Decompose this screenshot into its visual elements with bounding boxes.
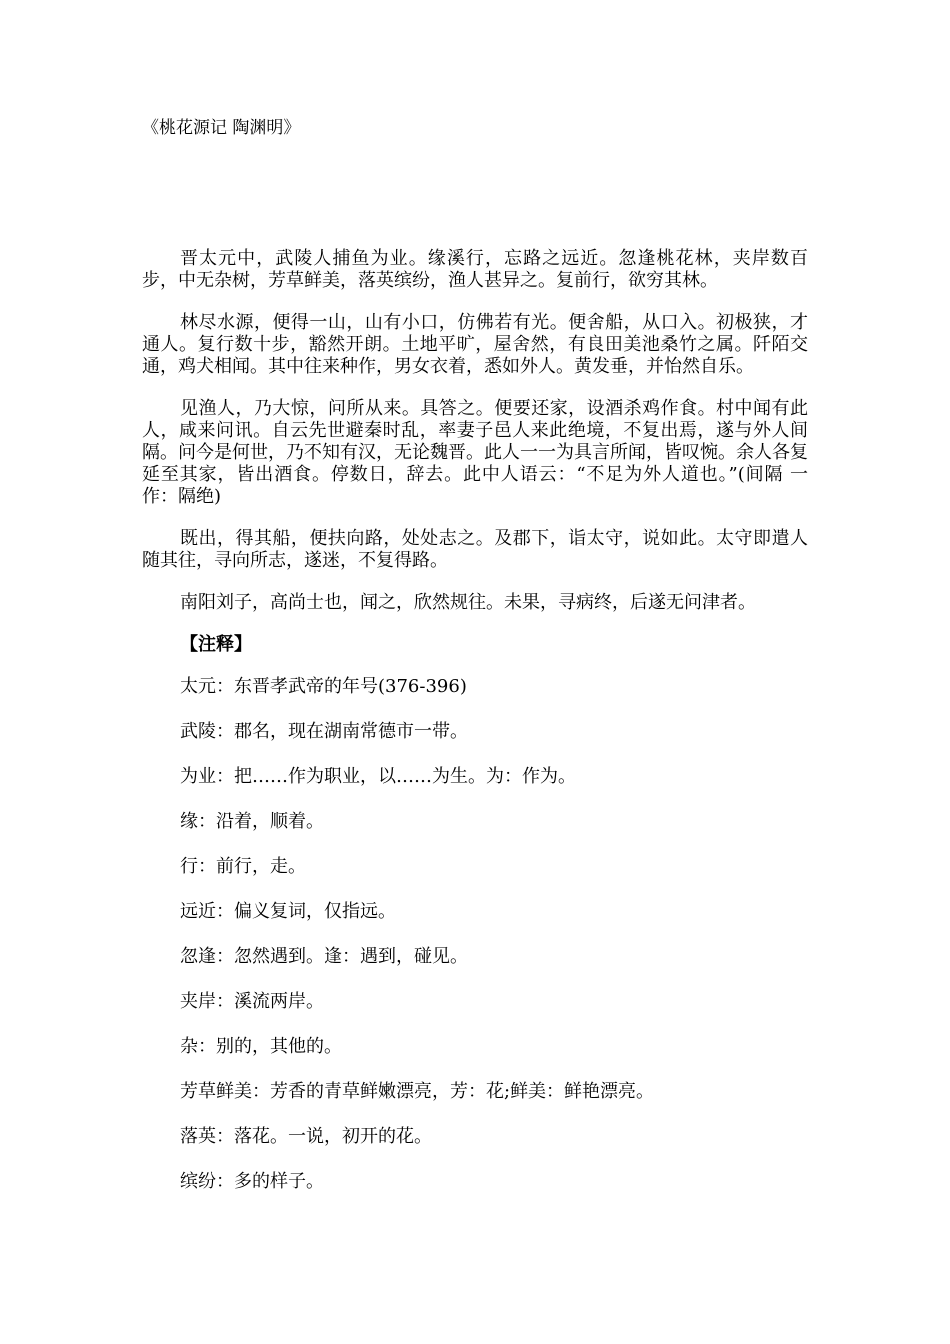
paragraph-4: 既出，得其船，便扶向路，处处志之。及郡下，诣太守，说如此。太守即遣人随其往，寻向所志，遂迷，不复得路。 [142, 528, 808, 571]
note-item: 缤纷：多的样子。 [180, 1171, 324, 1192]
paragraph-3: 见渔人，乃大惊，问所从来。具答之。便要还家，设酒杀鸡作食。村中闻有此人，咸来问讯。自云先世避秦时乱，率妻子邑人来此绝境，不复出焉，遂与外人间隔。问今是何世，乃不知有汉，无论魏晋。此人一一为具言所闻，皆叹惋。余人各复延至其家，皆出酒食。停数日，辞去。此中人语云：“不足为外人道也。”(间隔 一作：隔绝) [142, 398, 808, 507]
paragraph-5: 南阳刘子，高尚士也，闻之，欣然规往。未果，寻病终，后遂无问津者。 [180, 592, 756, 613]
paragraph-2: 林尽水源，便得一山，山有小口，仿佛若有光。便舍船，从口入。初极狭，才通人。复行数十步，豁然开朗。土地平旷，屋舍然，有良田美池桑竹之属。阡陌交通，鸡犬相闻。其中往来种作，男女衣着，悉如外人。黄发垂，并怡然自乐。 [142, 312, 808, 377]
note-item: 忽逢：忽然遇到。逢：遇到，碰见。 [180, 946, 468, 967]
note-item: 为业：把……作为职业，以……为生。为：作为。 [180, 766, 576, 787]
note-item: 远近：偏义复词，仅指远。 [180, 901, 396, 922]
notes-list [142, 676, 808, 1193]
note-item: 行：前行，走。 [180, 856, 306, 877]
notes-heading: 【注释】 [180, 634, 252, 655]
note-item: 芳草鲜美：芳香的青草鲜嫩漂亮，芳：花;鲜美：鲜艳漂亮。 [180, 1081, 655, 1102]
note-item: 太元：东晋孝武帝的年号(376-396) [180, 676, 467, 697]
note-item: 落英：落花。一说，初开的花。 [180, 1126, 432, 1147]
note-item: 夹岸：溪流两岸。 [180, 991, 324, 1012]
note-item: 缘：沿着，顺着。 [180, 811, 324, 832]
document-body [142, 248, 808, 1216]
paragraph-1: 晋太元中，武陵人捕鱼为业。缘溪行，忘路之远近。忽逢桃花林，夹岸数百步，中无杂树，芳草鲜美，落英缤纷，渔人甚异之。复前行，欲穷其林。 [142, 248, 808, 291]
document-title: 《桃花源记 陶渊明》 [142, 118, 301, 138]
note-item: 杂：别的，其他的。 [180, 1036, 342, 1057]
note-item: 武陵：郡名，现在湖南常德市一带。 [180, 721, 468, 742]
